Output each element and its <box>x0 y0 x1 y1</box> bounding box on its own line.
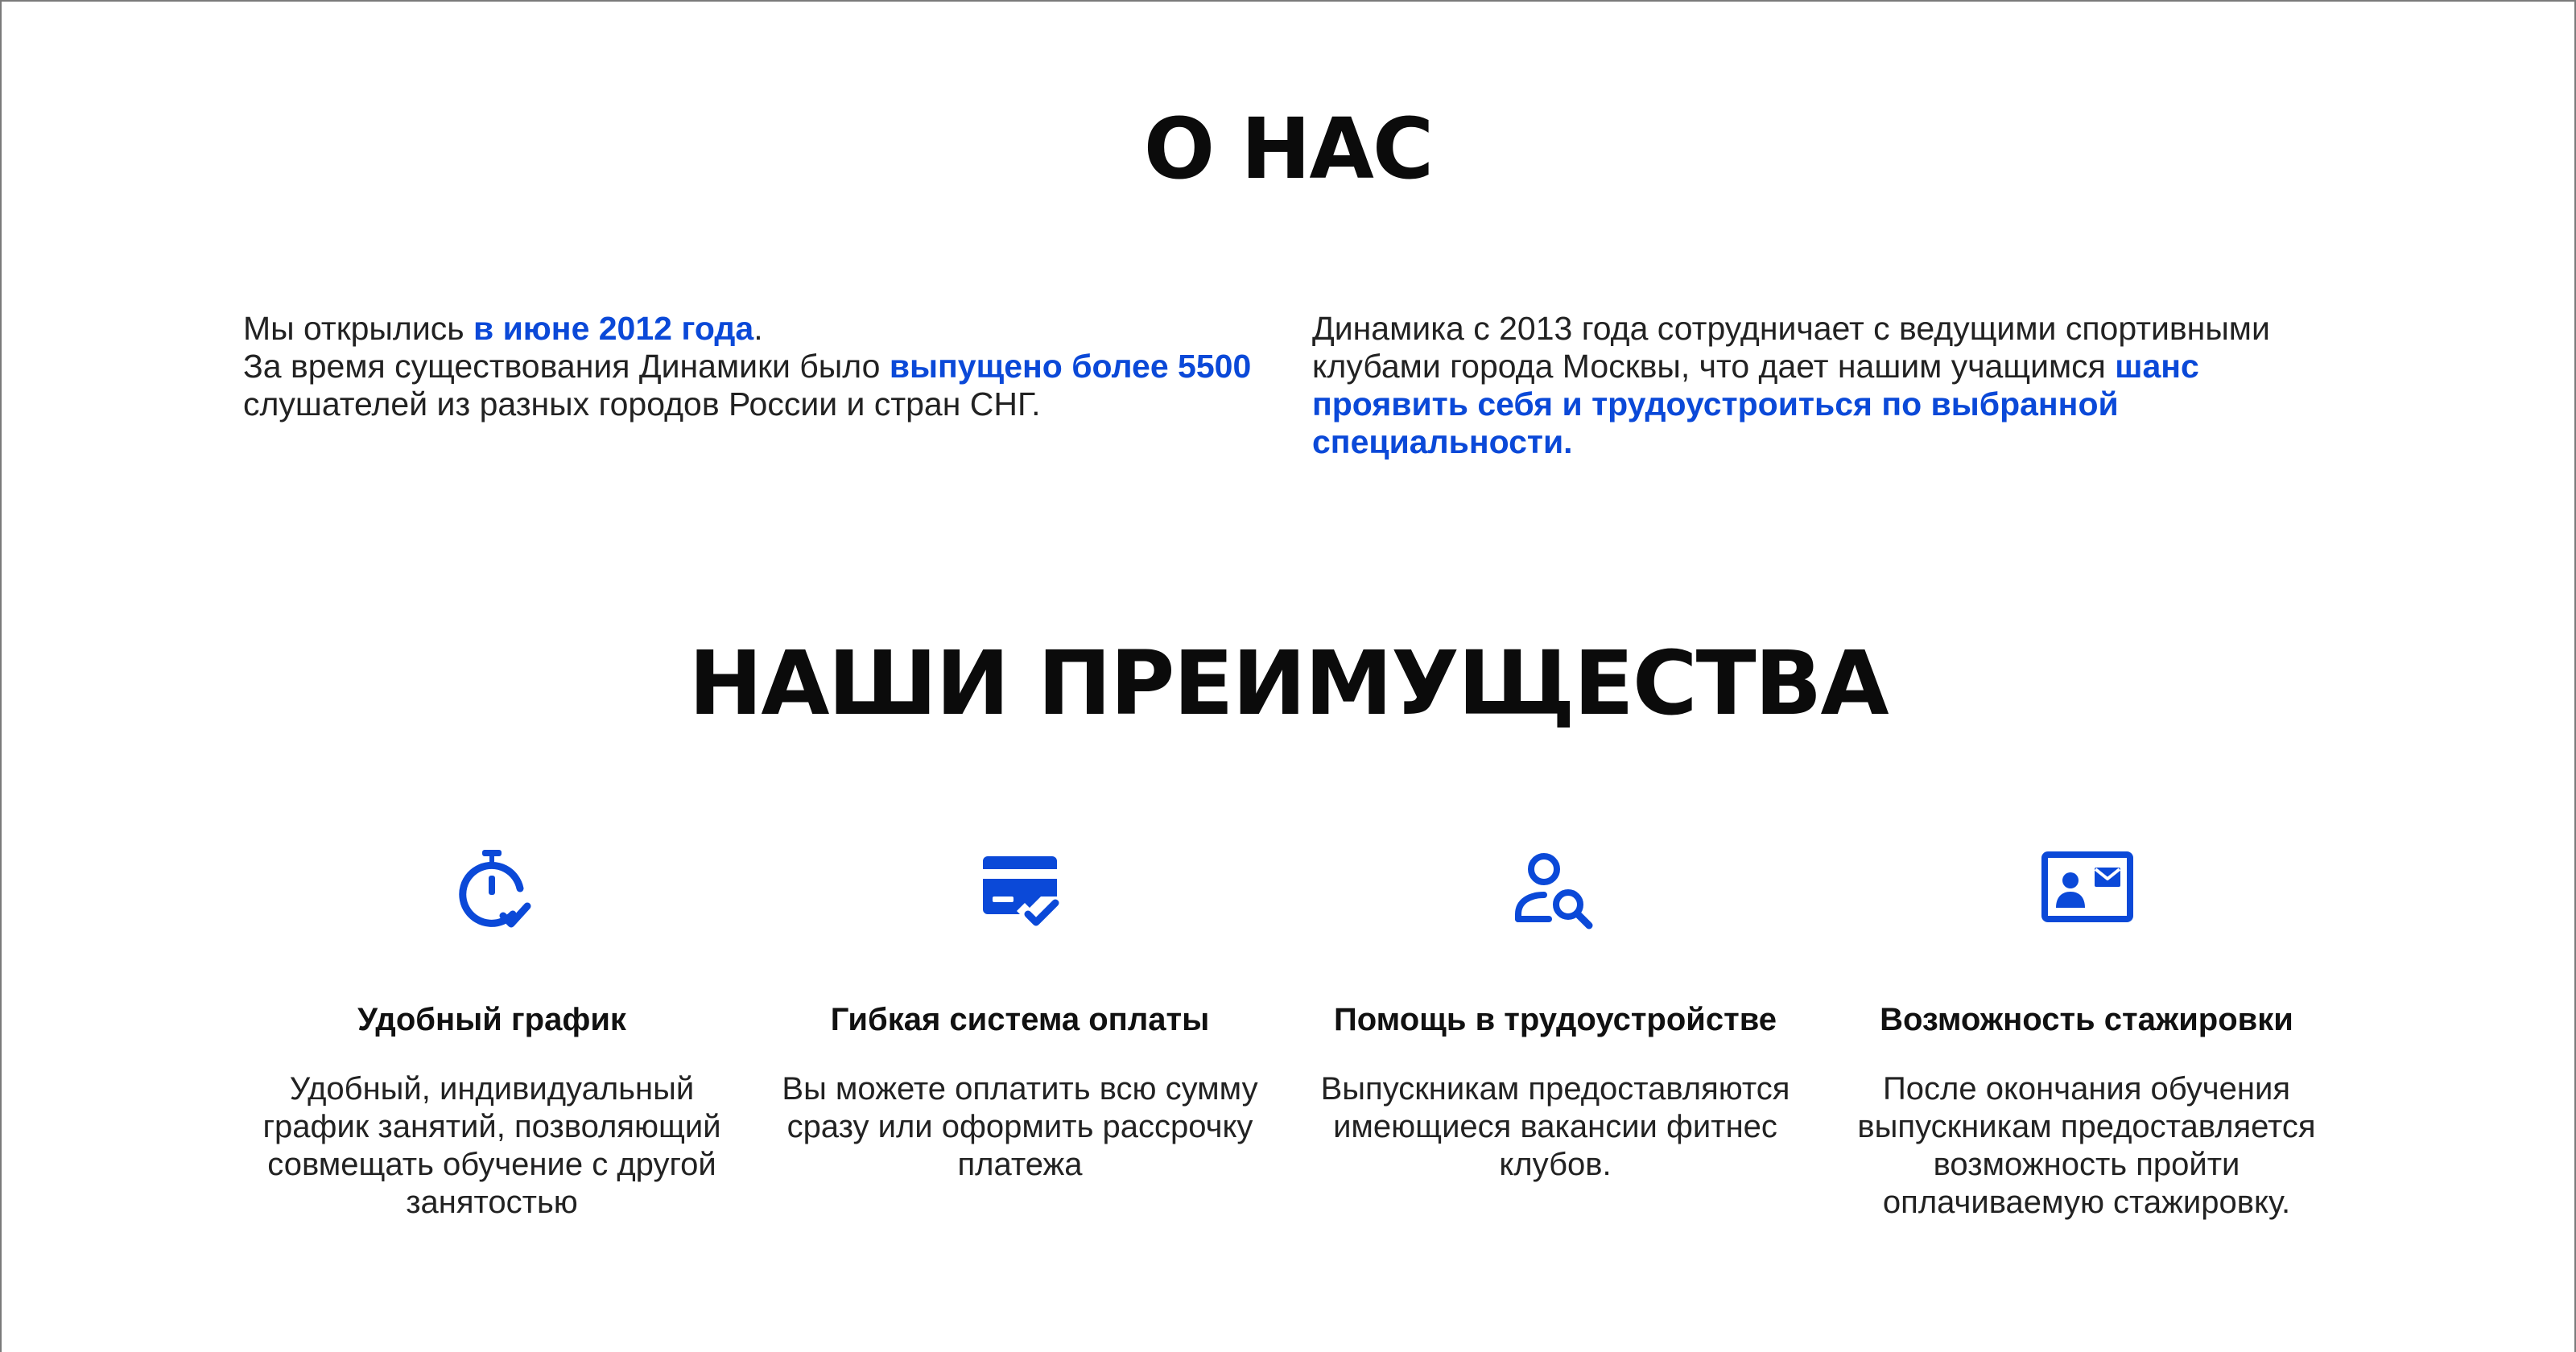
card-check-icon <box>972 840 1068 937</box>
advantage-title: Помощь в трудоустройстве <box>1333 1002 1777 1037</box>
stopwatch-check-icon <box>444 840 540 937</box>
about-opened-line <box>243 310 1257 348</box>
about-graduates-count: выпущено более 5500 <box>889 348 1252 385</box>
about-left-column <box>243 310 1257 423</box>
advantage-title: Гибкая система оплаты <box>830 1002 1210 1037</box>
advantage-title: Возможность стажировки <box>1880 1002 2293 1037</box>
user-search-icon <box>1507 840 1604 937</box>
advantage-text: Вы можете оплатить всю сумму сразу или оформить рассрочку платежа <box>782 1071 1258 1182</box>
about-opened-dot: . <box>753 310 763 347</box>
about-graduates-tail: слушателей из разных городов России и стран СНГ. <box>243 385 1041 422</box>
about-opened-date: в июне 2012 года <box>473 310 754 347</box>
advantage-text: После окончания обучения выпускникам предоставляется возможность пройти оплачиваемую стажировку. <box>1857 1071 2316 1220</box>
advantage-card-payment <box>762 840 1278 1184</box>
about-section-title: О НАС <box>1143 100 1433 198</box>
about-partners-text: Динамика с 2013 года сотрудничает с ведущими спортивными клубами города Москвы, что дает нашим учащимся <box>1312 310 2270 385</box>
about-graduates-line <box>243 348 1257 423</box>
advantages-section-title: НАШИ ПРЕИМУЩЕСТВА <box>688 632 1888 735</box>
id-card-mail-icon <box>2038 840 2135 937</box>
about-partners-paragraph <box>1312 310 2359 461</box>
advantage-text: Удобный, индивидуальный график занятий, позволяющий совмещать обучение с другой занятостью <box>262 1071 721 1220</box>
advantage-card-schedule <box>234 840 749 1222</box>
about-right-column <box>1312 310 2359 461</box>
about-opened-text: Мы открылись <box>243 310 473 347</box>
advantage-card-employment <box>1298 840 1813 1184</box>
advantage-card-internship <box>1829 840 2344 1222</box>
advantage-text: Выпускникам предоставляются имеющиеся вакансии фитнес клубов. <box>1320 1071 1790 1182</box>
about-partners-highlight: шанс проявить себя и трудоустроиться по выбранной специальности. <box>1312 348 2199 460</box>
advantage-title: Удобный график <box>357 1002 626 1037</box>
about-graduates-text: За время существования Динамики было <box>243 348 890 385</box>
